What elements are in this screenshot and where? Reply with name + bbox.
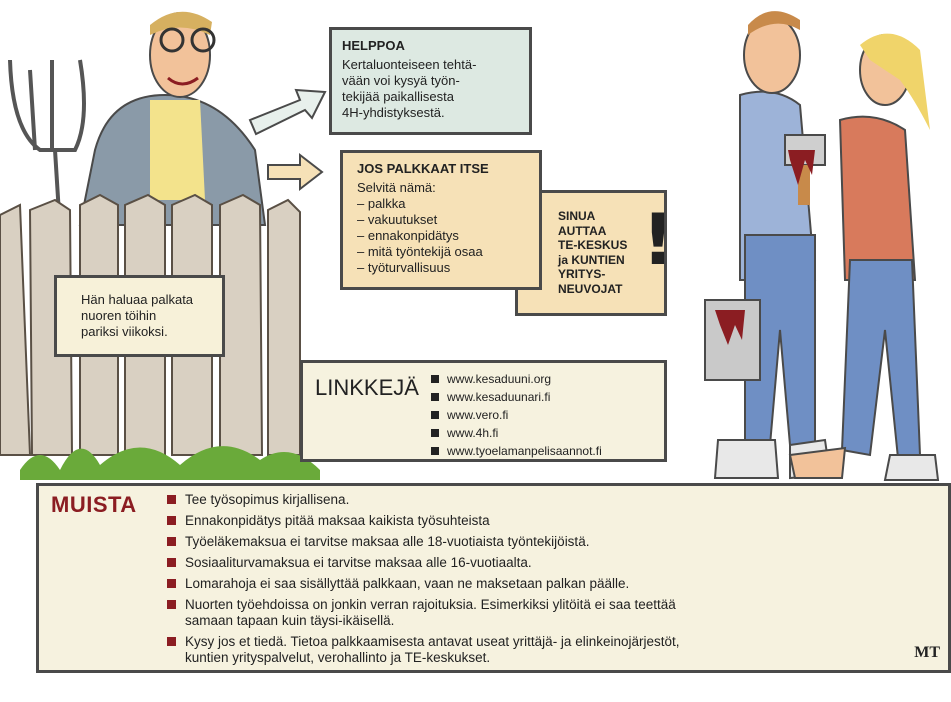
muista-box: [36, 483, 951, 673]
list-item: – mitä työntekijä osaa: [357, 244, 525, 260]
muista-list: [167, 492, 907, 671]
link-text[interactable]: www.4h.fi: [447, 426, 499, 440]
sinua-line: SINUA: [558, 209, 596, 223]
arrow-up-icon: [250, 90, 325, 134]
link-item[interactable]: [431, 424, 602, 442]
list-item: – palkka: [357, 196, 525, 212]
list-item: Sosiaaliturvamaksua ei tarvitse maksaa alle 16-vuotiaalta.: [167, 555, 907, 571]
sinua-line: TE-KESKUS: [558, 238, 628, 252]
list-item: – ennakonpidätys: [357, 228, 525, 244]
list-item-line: Kysy jos et tiedä. Tietoa palkkaamisesta antavat useat yrittäjä- ja elinkeinojärjestöt,: [185, 634, 680, 649]
list-item-line: Nuorten työehdoissa on jonkin verran rajoituksia. Esimerkiksi ylitöitä ei saa teettää: [185, 597, 676, 612]
link-text[interactable]: www.kesaduuni.org: [447, 372, 552, 386]
helppoa-line: vään voi kysyä työn-: [342, 73, 460, 88]
sinua-line: AUTTAA: [558, 223, 607, 238]
helppoa-heading: HELPPOA: [342, 38, 405, 53]
helppoa-box: [329, 27, 532, 135]
muista-title: MUISTA: [51, 492, 137, 517]
link-text[interactable]: www.tyoelamanpelisaannot.fi: [447, 444, 602, 458]
sinua-line: YRITYS-: [558, 267, 606, 281]
link-item[interactable]: [431, 406, 602, 424]
helppoa-line: Kertaluonteiseen tehtä-: [342, 57, 477, 72]
mt-logo: MT: [914, 644, 940, 661]
list-item: Lomarahoja ei saa sisällyttää palkkaan, vaan ne maksetaan palkan päälle.: [167, 576, 907, 592]
list-item: Ennakonpidätys pitää maksaa kaikista työsuhteista: [167, 513, 907, 529]
links-list: [431, 370, 602, 460]
sign-line: Hän haluaa palkata: [81, 292, 194, 307]
link-item[interactable]: [431, 442, 602, 460]
helppoa-line: tekijää paikallisesta: [342, 89, 455, 104]
fence-sign: [54, 275, 225, 357]
link-item[interactable]: [431, 388, 602, 406]
link-text[interactable]: www.kesaduunari.fi: [447, 390, 551, 404]
helppoa-line: 4H-yhdistyksestä.: [342, 105, 445, 120]
bullet-square-icon: [431, 429, 439, 437]
links-title: LINKKEJÄ: [315, 375, 419, 400]
jos-heading: JOS PALKKAAT ITSE: [357, 161, 489, 176]
bullet-square-icon: [431, 411, 439, 419]
jos-list: [357, 196, 525, 276]
list-item: Tee työsopimus kirjallisena.: [167, 492, 907, 508]
list-item: [167, 634, 907, 666]
sign-line: nuoren töihin: [81, 308, 157, 323]
link-item[interactable]: [431, 370, 602, 388]
list-item: – vakuutukset: [357, 212, 525, 228]
jos-intro: Selvitä nämä:: [357, 180, 436, 195]
sign-line: pariksi viikoksi.: [81, 324, 168, 339]
link-text[interactable]: www.vero.fi: [447, 408, 509, 422]
exclamation-icon: !: [642, 199, 674, 281]
arrow-right-icon: [268, 155, 322, 189]
list-item: [167, 597, 907, 629]
list-item: Työeläkemaksua ei tarvitse maksaa alle 18-vuotiaista työntekijöistä.: [167, 534, 907, 550]
jos-palkkaat-itse-box: [340, 150, 542, 290]
sinua-text: [558, 209, 627, 296]
bullet-square-icon: [431, 375, 439, 383]
farmer-figure: [80, 12, 265, 225]
list-item-line: kuntien yrityspalvelut, verohallinto ja TE-keskukset.: [185, 650, 491, 665]
bullet-square-icon: [431, 447, 439, 455]
sinua-line: NEUVOJAT: [558, 281, 623, 296]
list-item: – työturvallisuus: [357, 260, 525, 276]
links-box: [300, 360, 667, 462]
boy-figure: [705, 11, 830, 478]
sinua-line: ja KUNTIEN: [558, 252, 625, 267]
list-item-line: samaan tapaan kuin täysi-ikäisellä.: [185, 613, 395, 628]
bullet-square-icon: [431, 393, 439, 401]
